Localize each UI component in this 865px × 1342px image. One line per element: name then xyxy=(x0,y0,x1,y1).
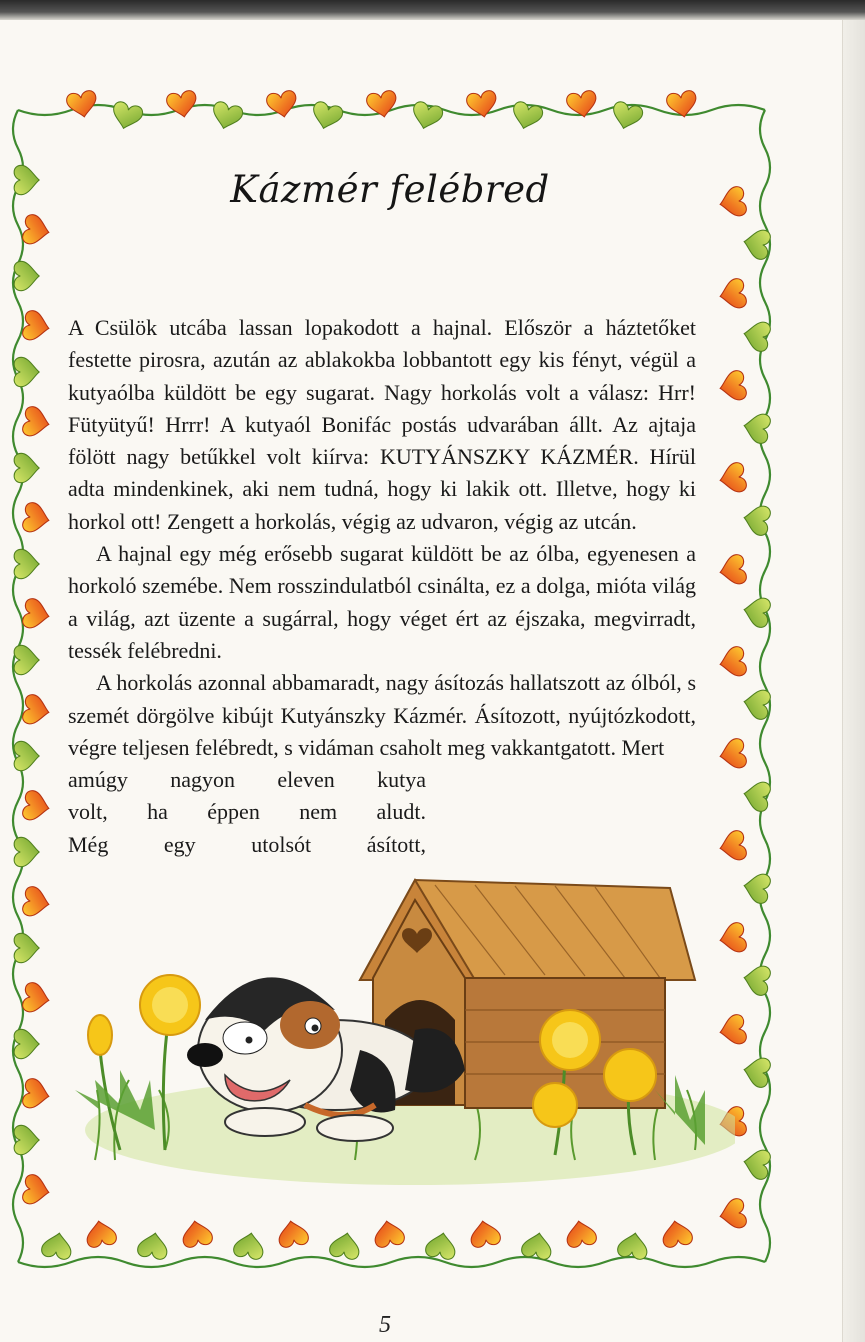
paragraph-2: A hajnal egy még erősebb sugarat küldött be az ólba, egyenesen a horkoló szemébe. Nem rosszindulatból csinálta, ez a dolga, mióta világ a világ, azt üzente a sugárral, hogy véget ért az éjszaka, megvirradt, tessék felébredni. xyxy=(68,541,696,663)
green-heart-icon xyxy=(14,741,39,770)
green-heart-icon xyxy=(14,357,39,386)
vine xyxy=(760,110,770,1262)
green-heart-icon xyxy=(14,1029,39,1058)
green-heart-icon xyxy=(742,411,772,444)
orange-heart-icon xyxy=(66,90,99,120)
green-heart-icon xyxy=(14,549,39,578)
green-heart-icon xyxy=(14,933,39,962)
green-heart-icon xyxy=(14,261,39,290)
green-heart-icon xyxy=(41,1231,74,1261)
orange-heart-icon xyxy=(22,214,52,247)
green-heart-icon xyxy=(742,1055,772,1088)
orange-heart-icon xyxy=(276,1219,309,1249)
orange-heart-icon xyxy=(22,1078,52,1111)
story-text xyxy=(68,312,696,861)
green-heart-icon xyxy=(309,100,344,132)
green-heart-icon xyxy=(14,645,39,674)
green-heart-icon xyxy=(14,837,39,866)
orange-heart-icon xyxy=(166,90,199,120)
orange-heart-icon xyxy=(718,738,748,771)
page-number: 5 xyxy=(379,1312,391,1338)
green-heart-icon xyxy=(742,1147,772,1180)
paragraph-3-line-2: amúgy nagyon eleven kutya xyxy=(68,767,426,793)
green-heart-icon xyxy=(14,453,39,482)
green-heart-icon xyxy=(425,1231,458,1261)
paragraph-3 xyxy=(68,667,696,861)
orange-heart-icon xyxy=(22,1174,52,1207)
green-heart-icon xyxy=(137,1231,170,1261)
green-heart-icon xyxy=(742,319,772,352)
green-heart-icon xyxy=(742,779,772,812)
green-heart-icon xyxy=(742,503,772,536)
paragraph-1: A Csülök utcába lassan lopakodott a hajnal. Először a háztetőket festette pirosra, azután az ablakokba lobbantott egy kis fényt, végül a kutyaólba küldött be egy sugarat. Nagy horkolás volt a válasz: Hrr! Fütyütyű! Hrrr! A kutyaól Bonifác postás udvarában állt. Az ajtaja fölött nagy betűkkel volt kiírva: KUTYÁNSZKY KÁZMÉR. Hírül adta mindenkinek, aki nem tudná, hogy ki lakik ott. Illetve, hogy ki horkol ott! Zengett a horkolás, végig az udvaron, végig az utcán. xyxy=(68,315,696,534)
orange-heart-icon xyxy=(660,1219,693,1249)
orange-heart-icon xyxy=(718,646,748,679)
orange-heart-icon xyxy=(718,462,748,495)
orange-heart-icon xyxy=(718,278,748,311)
green-heart-icon xyxy=(742,963,772,996)
story-title: Kázmér felébred xyxy=(230,168,550,211)
orange-heart-icon xyxy=(718,370,748,403)
paragraph-3-line-3: volt, ha éppen nem aludt. xyxy=(68,799,426,825)
dog-kennel-illustration xyxy=(55,860,735,1190)
green-heart-icon xyxy=(109,100,144,132)
orange-heart-icon xyxy=(22,694,52,727)
orange-heart-icon xyxy=(718,1198,748,1231)
green-heart-icon xyxy=(409,100,444,132)
orange-heart-icon xyxy=(564,1219,597,1249)
green-heart-icon xyxy=(742,871,772,904)
orange-heart-icon xyxy=(468,1219,501,1249)
orange-heart-icon xyxy=(22,406,52,439)
orange-heart-icon xyxy=(22,310,52,343)
green-heart-icon xyxy=(233,1231,266,1261)
orange-heart-icon xyxy=(22,598,52,631)
orange-heart-icon xyxy=(22,886,52,919)
green-heart-icon xyxy=(14,1125,39,1154)
green-heart-icon xyxy=(617,1231,650,1261)
vine xyxy=(18,1257,765,1267)
green-heart-icon xyxy=(209,100,244,132)
green-heart-icon xyxy=(521,1231,554,1261)
orange-heart-icon xyxy=(84,1219,117,1249)
orange-heart-icon xyxy=(22,982,52,1015)
orange-heart-icon xyxy=(718,554,748,587)
orange-heart-icon xyxy=(22,502,52,535)
paragraph-3-line-4: Még egy utolsót ásított, xyxy=(68,831,426,857)
green-heart-icon xyxy=(742,595,772,628)
green-heart-icon xyxy=(742,227,772,260)
orange-heart-icon xyxy=(718,830,748,863)
orange-heart-icon xyxy=(372,1219,405,1249)
paragraph-3-line-1: A horkolás azonnal abbamaradt, nagy ásítozás hallatszott az ólból, s szemét dörgölve kibújt Kutyánszky Kázmér. Ásítozott, nyújtózkodott, végre teljesen felébredt, s vidáman csaholt meg vakkantgatott. Mert xyxy=(68,670,696,760)
orange-heart-icon xyxy=(180,1219,213,1249)
green-heart-icon xyxy=(509,100,544,132)
orange-heart-icon xyxy=(22,790,52,823)
green-heart-icon xyxy=(742,687,772,720)
green-heart-icon xyxy=(329,1231,362,1261)
